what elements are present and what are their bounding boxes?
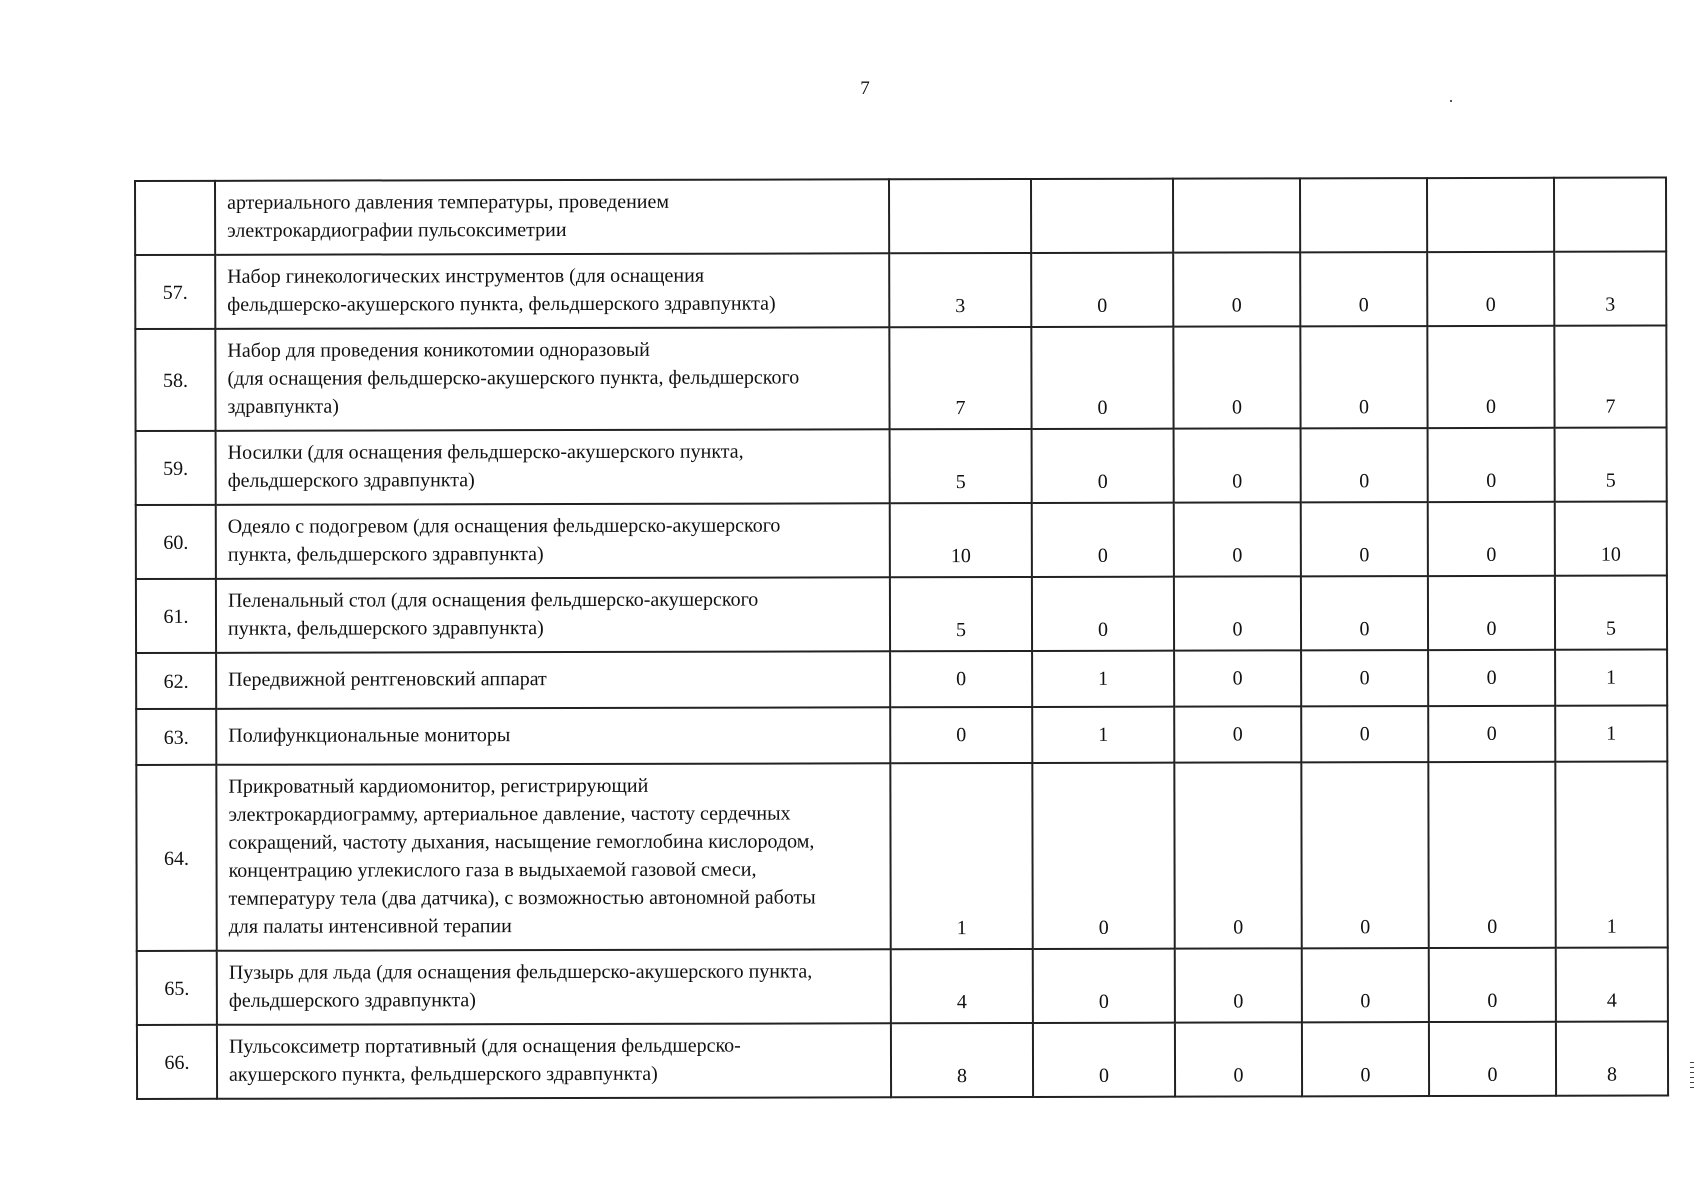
quantity-cell-5: 0 bbox=[1427, 252, 1554, 326]
quantity-cell-4: 0 bbox=[1301, 650, 1428, 706]
quantity-cell-1: 0 bbox=[890, 651, 1032, 707]
description-line: Передвижной рентгеновский аппарат bbox=[228, 668, 547, 691]
quantity-cell-3: 0 bbox=[1174, 428, 1301, 502]
quantity-cell-4: 0 bbox=[1301, 706, 1428, 762]
quantity-cell-1: 1 bbox=[890, 763, 1032, 949]
table-row bbox=[136, 576, 1667, 653]
quantity-cell-6 bbox=[1554, 178, 1666, 252]
quantity-cell-4: 0 bbox=[1301, 428, 1428, 502]
quantity-cell-3: 0 bbox=[1174, 650, 1301, 706]
quantity-cell-2 bbox=[1031, 179, 1173, 253]
quantity-cell-5: 0 bbox=[1428, 576, 1555, 650]
quantity-cell-2: 0 bbox=[1033, 1023, 1175, 1097]
description-line: сокращений, частоту дыхания, насыщение гемоглобина кислородом, bbox=[228, 830, 815, 854]
quantity-cell-3 bbox=[1173, 178, 1300, 252]
description-line: Полифункциональные мониторы bbox=[228, 724, 511, 747]
description-line: Одеяло с подогревом (для оснащения фельдшерско-акушерского bbox=[227, 514, 781, 538]
description-line: фельдшерско-акушерского пункта, фельдшерского здравпункта) bbox=[227, 292, 776, 316]
table-row bbox=[136, 706, 1667, 765]
table-row bbox=[136, 428, 1667, 505]
quantity-cell-2: 0 bbox=[1032, 429, 1174, 503]
quantity-cell-1 bbox=[889, 179, 1031, 253]
quantity-cell-4: 0 bbox=[1302, 1022, 1429, 1096]
item-description bbox=[215, 179, 889, 255]
quantity-cell-6: 5 bbox=[1555, 576, 1667, 650]
quantity-cell-3: 0 bbox=[1173, 326, 1300, 428]
row-number: 66. bbox=[137, 1025, 217, 1099]
item-description bbox=[216, 707, 890, 765]
item-description bbox=[215, 327, 889, 431]
quantity-cell-6: 10 bbox=[1555, 502, 1667, 576]
quantity-cell-1: 8 bbox=[891, 1023, 1033, 1097]
description-line: концентрацию углекислого газа в выдыхаемой газовой смеси, bbox=[228, 858, 757, 882]
equipment-table bbox=[134, 177, 1669, 1100]
table-row bbox=[135, 178, 1666, 255]
quantity-cell-3: 0 bbox=[1174, 502, 1301, 576]
item-description bbox=[216, 651, 890, 709]
quantity-cell-6: 5 bbox=[1555, 428, 1667, 502]
quantity-cell-4: 0 bbox=[1300, 252, 1427, 326]
scan-speck bbox=[1450, 100, 1452, 102]
quantity-cell-2: 0 bbox=[1032, 577, 1174, 651]
table-body bbox=[135, 178, 1668, 1099]
item-description bbox=[216, 577, 890, 653]
row-number: 59. bbox=[136, 431, 216, 505]
quantity-cell-5: 0 bbox=[1429, 1022, 1556, 1096]
quantity-cell-2: 1 bbox=[1032, 651, 1174, 707]
description-line: здравпункта) bbox=[227, 395, 339, 418]
table-row bbox=[136, 762, 1667, 951]
description-line: фельдшерского здравпункта) bbox=[228, 989, 476, 1012]
quantity-cell-5: 0 bbox=[1429, 948, 1556, 1022]
row-number: 57. bbox=[135, 255, 215, 329]
margin-marks bbox=[1690, 1062, 1694, 1092]
quantity-cell-5: 0 bbox=[1428, 502, 1555, 576]
quantity-cell-2: 0 bbox=[1032, 503, 1174, 577]
description-line: электрокардиограмму, артериальное давление, частоту сердечных bbox=[228, 802, 791, 826]
row-number: 58. bbox=[135, 329, 215, 431]
row-number: 60. bbox=[136, 505, 216, 579]
quantity-cell-4 bbox=[1300, 178, 1427, 252]
description-line: пункта, фельдшерского здравпункта) bbox=[227, 543, 544, 566]
row-number: 64. bbox=[136, 765, 216, 951]
row-number: 62. bbox=[136, 653, 216, 709]
quantity-cell-3: 0 bbox=[1175, 948, 1302, 1022]
quantity-cell-1: 10 bbox=[890, 503, 1032, 577]
quantity-cell-6: 4 bbox=[1556, 948, 1668, 1022]
table-row bbox=[135, 252, 1666, 329]
table-row bbox=[135, 326, 1666, 431]
quantity-cell-4: 0 bbox=[1300, 326, 1427, 428]
description-line: Пузырь для льда (для оснащения фельдшерско-акушерского пункта, bbox=[228, 960, 813, 984]
quantity-cell-5: 0 bbox=[1427, 326, 1554, 428]
quantity-cell-4: 0 bbox=[1301, 576, 1428, 650]
description-line: Пульсоксиметр портативный (для оснащения фельдшерско- bbox=[228, 1034, 741, 1058]
description-line: (для оснащения фельдшерско-акушерского пункта, фельдшерского bbox=[227, 366, 800, 390]
quantity-cell-5: 0 bbox=[1428, 650, 1555, 706]
quantity-cell-5: 0 bbox=[1428, 428, 1555, 502]
quantity-cell-1: 5 bbox=[890, 429, 1032, 503]
quantity-cell-6: 1 bbox=[1555, 650, 1667, 706]
quantity-cell-5: 0 bbox=[1428, 706, 1555, 762]
quantity-cell-1: 5 bbox=[890, 577, 1032, 651]
quantity-cell-2: 1 bbox=[1032, 707, 1174, 763]
description-line: Прикроватный кардиомонитор, регистрирующий bbox=[228, 774, 649, 798]
quantity-cell-1: 3 bbox=[889, 253, 1031, 327]
item-description bbox=[216, 429, 890, 505]
row-number: 61. bbox=[136, 579, 216, 653]
description-line: акушерского пункта, фельдшерского здравпункта) bbox=[229, 1062, 658, 1086]
quantity-cell-1: 4 bbox=[891, 949, 1033, 1023]
description-line: температуру тела (два датчика), с возможностью автономной работы bbox=[228, 886, 816, 910]
description-line: артериального давления температуры, проведением bbox=[227, 190, 670, 214]
quantity-cell-6: 8 bbox=[1556, 1022, 1668, 1096]
description-line: для палаты интенсивной терапии bbox=[228, 915, 512, 938]
quantity-cell-6: 1 bbox=[1555, 762, 1667, 948]
quantity-cell-3: 0 bbox=[1173, 252, 1300, 326]
quantity-cell-2: 0 bbox=[1031, 253, 1173, 327]
item-description bbox=[215, 253, 889, 329]
quantity-cell-3: 0 bbox=[1174, 762, 1301, 948]
table-row bbox=[137, 1022, 1668, 1099]
quantity-cell-3: 0 bbox=[1174, 576, 1301, 650]
row-number bbox=[135, 181, 215, 255]
quantity-cell-4: 0 bbox=[1301, 762, 1428, 948]
item-description bbox=[216, 503, 890, 579]
description-line: фельдшерского здравпункта) bbox=[227, 469, 475, 492]
table-row bbox=[136, 502, 1667, 579]
description-line: Набор для проведения коникотомии одноразовый bbox=[227, 338, 650, 362]
table-row bbox=[137, 948, 1668, 1025]
quantity-cell-2: 0 bbox=[1033, 949, 1175, 1023]
row-number: 65. bbox=[137, 951, 217, 1025]
quantity-cell-6: 7 bbox=[1554, 326, 1666, 428]
description-line: Набор гинекологических инструментов (для оснащения bbox=[227, 264, 705, 288]
quantity-cell-2: 0 bbox=[1032, 763, 1174, 949]
quantity-cell-3: 0 bbox=[1175, 1022, 1302, 1096]
item-description bbox=[217, 949, 891, 1025]
item-description bbox=[216, 763, 890, 951]
quantity-cell-5 bbox=[1427, 178, 1554, 252]
quantity-cell-2: 0 bbox=[1031, 327, 1173, 429]
quantity-cell-4: 0 bbox=[1301, 502, 1428, 576]
description-line: Носилки (для оснащения фельдшерско-акушерского пункта, bbox=[227, 440, 744, 464]
description-line: пункта, фельдшерского здравпункта) bbox=[227, 617, 544, 640]
item-description bbox=[217, 1023, 891, 1099]
quantity-cell-6: 3 bbox=[1554, 252, 1666, 326]
quantity-cell-1: 7 bbox=[889, 327, 1031, 429]
description-line: электрокардиографии пульсоксиметрии bbox=[227, 219, 567, 242]
quantity-cell-4: 0 bbox=[1302, 948, 1429, 1022]
quantity-cell-3: 0 bbox=[1174, 706, 1301, 762]
row-number: 63. bbox=[136, 709, 216, 765]
quantity-cell-5: 0 bbox=[1428, 762, 1555, 948]
table-row bbox=[136, 650, 1667, 709]
page-number: 7 bbox=[860, 78, 870, 99]
description-line: Пеленальный стол (для оснащения фельдшерско-акушерского bbox=[227, 588, 759, 612]
quantity-cell-6: 1 bbox=[1555, 706, 1667, 762]
quantity-cell-1: 0 bbox=[890, 707, 1032, 763]
